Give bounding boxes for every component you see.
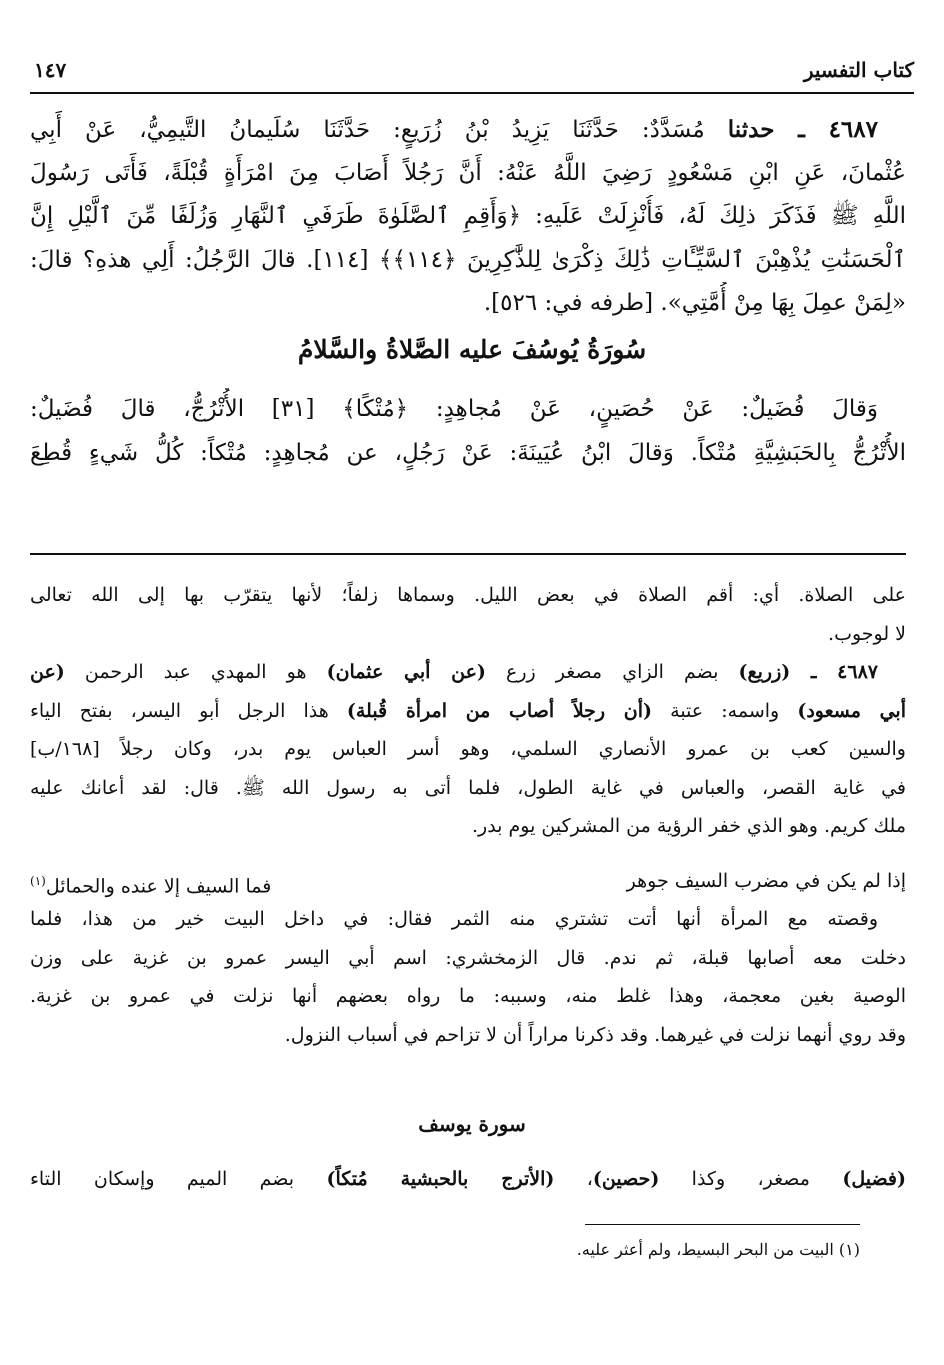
text-line bbox=[30, 692, 906, 731]
bold-text: (عن bbox=[30, 661, 65, 683]
text: عُثْمانَ، عَنِ ابْنِ مَسْعُودٍ رَضِيَ اللَّهُ عَنْهُ: أَنَّ رَجُلاً أَصَابَ مِنَ امْرَأَةٍ قُبْلَةً، فَأَتَى رَسُولَ bbox=[30, 159, 906, 186]
text: ملك كريم. وهو الذي خفر الرؤية من المشركين يوم بدر. bbox=[471, 815, 906, 837]
text: وَقالَ فُضَيلٌ: عَنْ حُصَينٍ، عَنْ مُجاهِدٍ: ﴿مُتْكًا﴾ [٣١] الأُتْرُجُّ، قالَ فُضَيلٌ: bbox=[30, 396, 878, 422]
text-line bbox=[30, 1160, 906, 1199]
text-line bbox=[30, 730, 906, 769]
text-line bbox=[30, 769, 906, 808]
text: بضم الميم وإسكان التاء bbox=[30, 1168, 327, 1190]
text-line bbox=[30, 615, 906, 654]
text: واسمه: عتبة bbox=[652, 699, 798, 722]
commentary-heading: سورة يوسف bbox=[418, 1112, 526, 1136]
text-line bbox=[30, 239, 906, 283]
text: مُسَدَّدٌ: حَدَّثَنَا يَزِيدُ بْنُ زُرَيعٍ: حَدَّثَنَا سُلَيمانُ التَّيمِيُّ، عَنْ أَبِي bbox=[30, 117, 728, 143]
bold-text: (عن أبي عثمان) bbox=[326, 661, 486, 683]
text-line bbox=[30, 108, 906, 152]
text-line bbox=[30, 1016, 906, 1055]
bold-text: ٤٦٨٧ ـ (زريع) bbox=[738, 661, 878, 683]
book-title: كتاب التفسير bbox=[803, 58, 914, 82]
text: الوصية بغين معجمة، وهذا غلط منه، وسببه: ما رواه بعضهم أنها نزلت في عمرو بن غزية. bbox=[30, 985, 906, 1007]
text: وقد روي أنهما نزلت في غيرهما. وقد ذكرنا مراراً أن لا تزاحم في أسباب النزول. bbox=[284, 1023, 906, 1046]
text: وقصته مع المرأة أنها أتت تشتري منه الثمر فقال: في داخل البيت خير من هذا، فلما bbox=[30, 908, 878, 930]
text: هو المهدي عبد الرحمن bbox=[64, 661, 327, 683]
poem-first-hemistich: إذا لم يكن في مضرب السيف جوهر bbox=[626, 870, 906, 892]
text-line bbox=[30, 282, 906, 326]
footnote-divider bbox=[585, 1224, 860, 1225]
poem-second-text: فما السيف إلا عنده والحمائل bbox=[45, 875, 272, 898]
surah-text bbox=[30, 388, 906, 475]
text-line bbox=[30, 388, 906, 432]
commentary-story bbox=[30, 900, 906, 1054]
text: بضم الزاي مصغر زرع bbox=[485, 661, 739, 683]
commentary-surah bbox=[30, 1160, 906, 1199]
bold-text: (الأترج بالحبشية مُتكاً) bbox=[326, 1168, 555, 1190]
bold-text: (فضيل) bbox=[842, 1168, 906, 1190]
text-line bbox=[30, 432, 906, 476]
text: والسين كعب بن عمرو الأنصاري السلمي، وهو أسر العباس يوم بدر، وكان رجلاً [١٦٨/ب] bbox=[30, 738, 906, 760]
surah-heading: سُورَةُ يُوسُفَ عليه الصَّلاةُ والسَّلامُ bbox=[297, 335, 647, 364]
text: مصغر، وكذا bbox=[659, 1168, 843, 1190]
text-line bbox=[30, 576, 906, 615]
text: الأُتْرُجُّ بِالحَبَشِيَّةِ مُتْكاً. وَقالَ ابْنُ عُيَينَةَ: عَنْ رَجُلٍ، عن مُجاهِدٍ: مُتْكاً: كُلُّ شَيءٍ قُطِعَ bbox=[30, 439, 906, 466]
text-line bbox=[30, 653, 906, 692]
text: ، bbox=[554, 1168, 593, 1190]
divider bbox=[30, 553, 906, 555]
text-line bbox=[30, 152, 906, 196]
text: على الصلاة. أي: أقم الصلاة في بعض الليل. وسماها زلفاً؛ لأنها يتقرّب بها إلى الله تعالى bbox=[30, 584, 906, 606]
page-number: ١٤٧ bbox=[34, 58, 67, 82]
footnote-ref: (١) bbox=[30, 874, 46, 888]
text: في غاية القصر، والعباس في غاية الطول، فلما أتى به رسول الله ﷺ. قال: لقد أعانك عليه bbox=[30, 776, 906, 799]
page-header bbox=[30, 52, 914, 94]
bold-text: (حصين) bbox=[592, 1168, 660, 1190]
bold-text: (أن رجلاً أصاب من امرأة قُبلة) bbox=[346, 699, 653, 722]
text: ٱلْحَسَنَٰتِ يُذْهِبْنَ ٱلسَّيِّـَٔاتِ ذَٰلِكَ ذِكْرَىٰ لِلذَّٰكِرِينَ ﴿١١٤﴾﴾ [١١٤]. قالَ الرَّجُلُ: أَلِي هذهِ؟ قالَ: bbox=[30, 246, 906, 273]
bold-text: ٤٦٨٧ ـ حدثنا bbox=[727, 116, 878, 143]
text: دخلت معه أصابها قبلة، ثم ندم. قال الزمخشري: اسم أبي اليسر عمرو بن غزية على وزن bbox=[30, 946, 906, 969]
text-line bbox=[30, 900, 906, 939]
text-line bbox=[30, 977, 906, 1016]
text-line bbox=[30, 807, 906, 846]
poem-second-hemistich bbox=[30, 862, 271, 905]
text: «لِمَنْ عمِلَ بِهَا مِنْ أُمَّتِي». [طرفه في: ٥٢٦]. bbox=[483, 290, 906, 316]
text: اللَّهِ ﷺ فَذَكَرَ ذلِكَ لَهُ، فَأُنْزِلَتْ عَلَيهِ: ﴿وَأَقِمِ ٱلصَّلَوٰةَ طَرَفَيِ ٱلنَّهَارِ وَزُلَفًا مِّنَ ٱلَّيْلِ إِنَّ bbox=[30, 203, 906, 229]
text-line bbox=[30, 939, 906, 978]
commentary-notes bbox=[30, 576, 906, 846]
footnote: (١) البيت من البحر البسيط، ولم أعثر عليه. bbox=[576, 1240, 860, 1259]
bold-text: أبي مسعود) bbox=[797, 699, 906, 722]
text: لا لوجوب. bbox=[828, 622, 906, 645]
text: هذا الرجل أبو اليسر، بفتح الياء bbox=[30, 699, 347, 722]
poem-verse bbox=[30, 862, 906, 900]
text-line bbox=[30, 195, 906, 239]
hadith-text bbox=[30, 108, 906, 326]
